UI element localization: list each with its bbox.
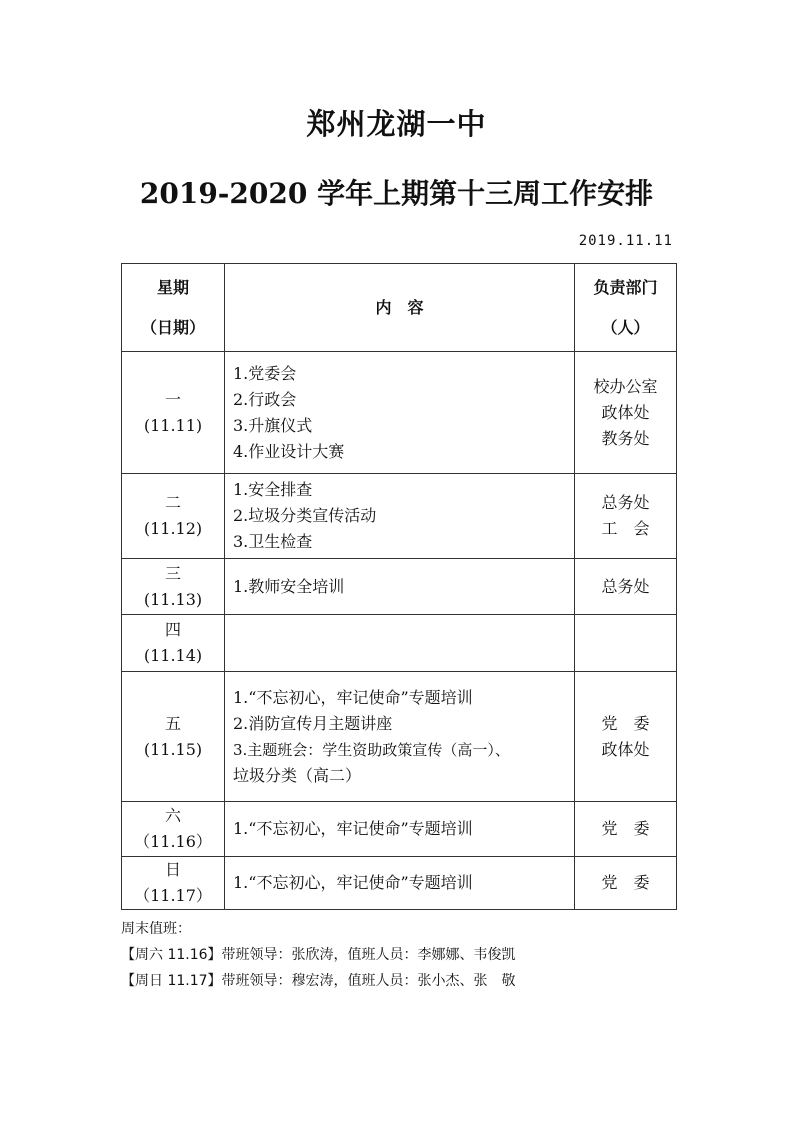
day-cell xyxy=(122,857,225,910)
dept-name: 校办公室 xyxy=(593,376,658,396)
table-header-row xyxy=(122,264,677,352)
day-name: 三 xyxy=(164,563,181,583)
content-item: 1.“不忘初心，牢记使命”专题培训 xyxy=(233,873,473,892)
content-item: 2.行政会 xyxy=(233,389,297,409)
content-item: 2.消防宣传月主题讲座 xyxy=(233,713,393,733)
header-date-label: （日期） xyxy=(140,317,205,337)
content-item: 1.党委会 xyxy=(233,363,297,383)
duty-heading: 周末值班： xyxy=(121,921,191,937)
day-name: 四 xyxy=(164,620,181,639)
content-cell xyxy=(225,615,575,672)
day-date: （11.17） xyxy=(134,886,212,905)
dept-name: 党 委 xyxy=(601,819,650,838)
day-cell xyxy=(122,352,225,474)
content-item: 4.作业设计大赛 xyxy=(233,441,345,461)
dept-name: 教务处 xyxy=(601,428,650,448)
content-cell xyxy=(225,352,575,474)
table-row xyxy=(122,352,677,474)
dept-cell xyxy=(575,672,677,802)
content-cell xyxy=(225,474,575,559)
dept-name: 总务处 xyxy=(601,493,650,512)
weekend-duty xyxy=(121,916,516,994)
content-item: 1.“不忘初心，牢记使命”专题培训 xyxy=(233,819,473,838)
dept-cell xyxy=(575,559,677,615)
dept-name: 政体处 xyxy=(601,402,650,422)
school-name: 郑州龙湖一中 xyxy=(306,107,487,141)
day-name: 日 xyxy=(164,860,181,879)
day-cell xyxy=(122,474,225,559)
document-date: 2019.11.11 xyxy=(578,233,673,249)
day-name: 二 xyxy=(164,493,181,512)
table-row xyxy=(122,672,677,802)
content-cell xyxy=(225,802,575,857)
day-name: 六 xyxy=(164,806,181,825)
table-row xyxy=(122,559,677,615)
dept-name: 政体处 xyxy=(601,739,650,759)
schedule-table xyxy=(121,263,677,910)
content-cell xyxy=(225,672,575,802)
header-person-label: （人） xyxy=(601,317,650,337)
day-name: 五 xyxy=(164,713,181,733)
header-content xyxy=(225,264,575,352)
content-cell xyxy=(225,559,575,615)
content-item: 3.卫生检查 xyxy=(233,532,313,551)
content-cell xyxy=(225,857,575,910)
dept-cell xyxy=(575,615,677,672)
dept-name: 党 委 xyxy=(601,713,650,733)
day-cell xyxy=(122,672,225,802)
content-item: 3.升旗仪式 xyxy=(233,415,313,435)
duty-saturday: 【周六 11.16】带班领导：张欣涛，值班人员：李娜娜、韦俊凯 xyxy=(121,947,516,963)
day-date: (11.13) xyxy=(143,589,203,609)
dept-cell xyxy=(575,352,677,474)
header-day xyxy=(122,264,225,352)
table-row xyxy=(122,474,677,559)
content-item: 1.“不忘初心，牢记使命”专题培训 xyxy=(233,687,473,707)
content-item: 2.垃圾分类宣传活动 xyxy=(233,506,377,525)
day-date: （11.16） xyxy=(134,832,212,851)
day-cell xyxy=(122,559,225,615)
dept-cell xyxy=(575,474,677,559)
dept-name: 总务处 xyxy=(601,576,650,596)
table-row xyxy=(122,615,677,672)
dept-name: 党 委 xyxy=(601,873,650,892)
table-row xyxy=(122,802,677,857)
header-content-label: 内 容 xyxy=(375,297,424,317)
content-item: 1.安全排查 xyxy=(233,480,313,499)
day-date: (11.12) xyxy=(143,519,203,538)
day-date: (11.14) xyxy=(143,646,203,665)
dept-cell xyxy=(575,802,677,857)
dept-cell xyxy=(575,857,677,910)
header-dept-label: 负责部门 xyxy=(593,277,658,297)
content-item: 垃圾分类（高二） xyxy=(233,765,362,785)
day-name: 一 xyxy=(164,389,181,409)
page-title: 2019-2020 学年上期第十三周工作安排 xyxy=(139,177,654,210)
duty-sunday: 【周日 11.17】带班领导：穆宏涛，值班人员：张小杰、张 敬 xyxy=(121,973,516,989)
table-row xyxy=(122,857,677,910)
day-date: (11.11) xyxy=(143,415,203,435)
content-item: 1.教师安全培训 xyxy=(233,576,345,596)
day-cell xyxy=(122,615,225,672)
day-cell xyxy=(122,802,225,857)
dept-name: 工 会 xyxy=(601,519,650,538)
day-date: (11.15) xyxy=(143,739,203,759)
header-day-label: 星期 xyxy=(156,277,189,297)
content-item: 3.主题班会：学生资助政策宣传（高一）、 xyxy=(233,740,510,759)
header-dept xyxy=(575,264,677,352)
